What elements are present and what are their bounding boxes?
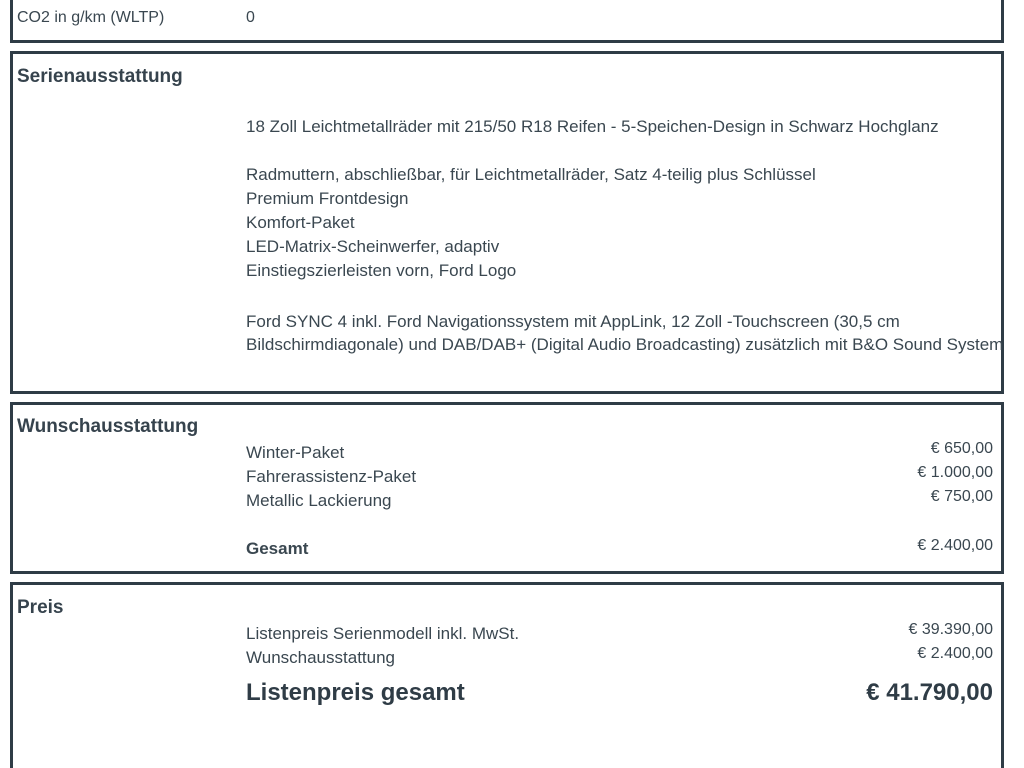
- equipment-item: Radmuttern, abschließbar, für Leichtmetallräder, Satz 4-teilig plus Schlüssel: [246, 165, 816, 184]
- section-title: Preis: [17, 597, 64, 618]
- option-price: € 1.000,00: [917, 464, 993, 481]
- price-label: Wunschausstattung: [246, 648, 395, 667]
- serienausstattung-section: [10, 51, 1004, 394]
- price-value: € 39.390,00: [908, 621, 993, 638]
- section-title: Serienausstattung: [17, 66, 183, 87]
- grand-total-price: € 41.790,00: [866, 679, 993, 706]
- equipment-item: Premium Frontdesign: [246, 189, 409, 208]
- equipment-item: 18 Zoll Leichtmetallräder mit 215/50 R18 Reifen - 5-Speichen-Design in Schwarz Hochglanz: [246, 117, 939, 136]
- option-label: Fahrerassistenz-Paket: [246, 467, 417, 486]
- option-price: € 750,00: [930, 488, 993, 505]
- option-label: Winter-Paket: [246, 443, 345, 462]
- preis-section: [10, 582, 1004, 768]
- total-price: € 2.400,00: [917, 537, 993, 554]
- option-price: € 650,00: [930, 440, 993, 457]
- section-title: Wunschausstattung: [17, 416, 199, 437]
- co2-section: [10, 0, 1004, 43]
- equipment-item: LED-Matrix-Scheinwerfer, adaptiv: [246, 237, 500, 256]
- wunschausstattung-section: [10, 402, 1004, 574]
- equipment-item: Ford SYNC 4 inkl. Ford Navigationssystem mit AppLink, 12 Zoll -Touchscreen (30,5 cm Bildschirmdiagonale) und DAB/DAB+ (Digital Audio Broadcasting) zusätzlich mit B&O Sound System: [246, 312, 1004, 354]
- equipment-item: Einstiegszierleisten vorn, Ford Logo: [246, 261, 517, 280]
- grand-total-label: Listenpreis gesamt: [246, 679, 465, 706]
- co2-value: 0: [246, 9, 255, 26]
- price-value: € 2.400,00: [917, 645, 993, 662]
- total-label: Gesamt: [246, 539, 309, 558]
- equipment-item: Komfort-Paket: [246, 213, 355, 232]
- co2-label: CO2 in g/km (WLTP): [17, 9, 165, 26]
- price-label: Listenpreis Serienmodell inkl. MwSt.: [246, 624, 520, 643]
- option-label: Metallic Lackierung: [246, 491, 392, 510]
